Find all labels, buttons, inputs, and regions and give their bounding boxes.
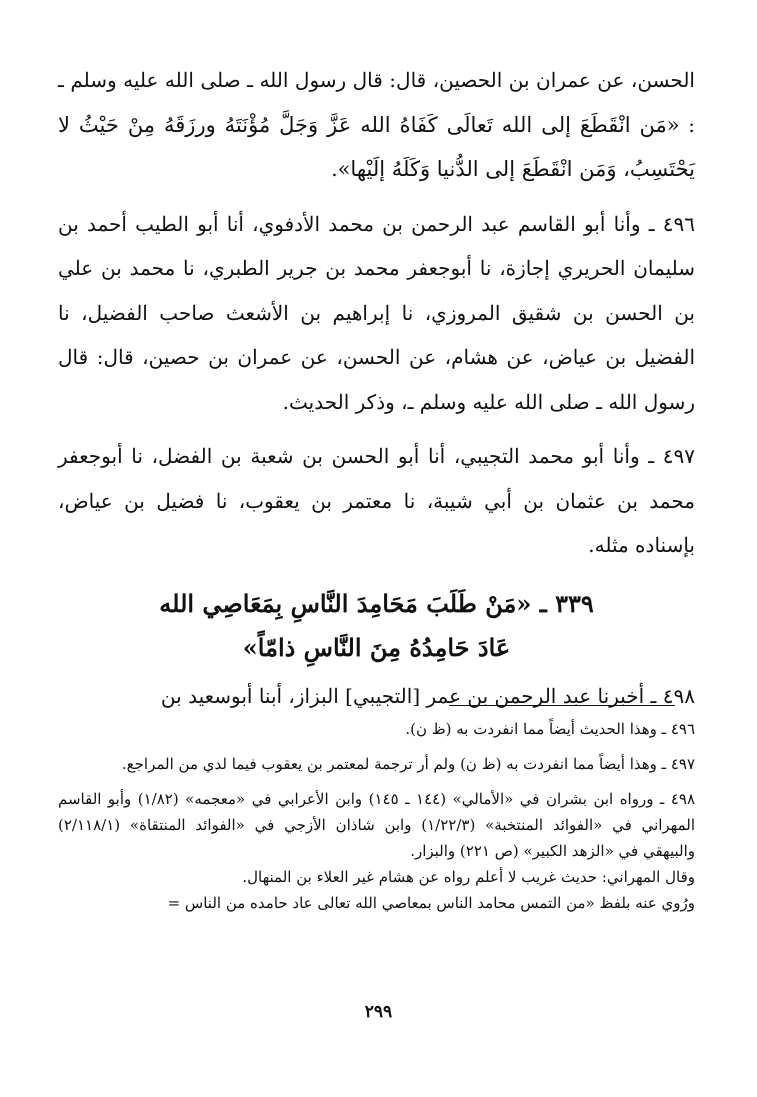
heading-line-2: عَادَ حَامِدُهُ مِنَ النَّاسِ ذامّاً»	[242, 632, 511, 662]
hadith-quote: «مَن انْقَطَعَ إلى الله تَعالَى كَفَاهُ الله عَزَّ وَجَلَّ مُؤْنَتَهُ ورزَقَهُ مِنْ حَيْثُ لا يَحْتَسِبُ، وَمَن انْقَطَعَ إلى الدُّنيا وَكَلَهُ إلَيْها»	[58, 112, 695, 181]
footnote-497: ٤٩٧ ـ وهذا أيضاً مما انفردت به (ظ ن) ولم أر ترجمة لمعتمر بن يعقوب فيما لدي من المراجع.	[121, 755, 695, 773]
footnote-separator	[449, 705, 675, 706]
heading-line-1: ٣٣٩ ـ «مَنْ طَلَبَ مَحَامِدَ النَّاسِ بِمَعَاصِي الله	[159, 588, 594, 618]
paragraph-497: ٤٩٧ ـ وأنا أبو محمد التجيبي، أنا أبو الحسن بن شعبة بن الفضل، نا أبوجعفر محمد بن عثمان بن أبي شيبة، نا معتمر بن يعقوب، نا فضيل بن عياض، بإسناده مثله.	[58, 444, 695, 557]
footnotes	[58, 716, 695, 916]
hadith-heading-339	[58, 582, 695, 670]
paragraph-496: ٤٩٦ ـ وأنا أبو القاسم عبد الرحمن بن محمد الأدفوي، أنا أبو الطيب أحمد بن سليمان الحريري إجازة، نا أبوجعفر محمد بن جرير الطبري، نا محمد بن علي بن الحسن بن شقيق المروزي، نا إبراهيم بن الأشعث صاحب الفضيل، نا الفضيل بن عياض، عن هشام، عن الحسن، عن عمران بن حصين، قال: قال رسول الله ـ صلى الله عليه وسلم ـ، وذكر الحديث.	[58, 211, 695, 414]
footnote-498: ٤٩٨ ـ ورواه ابن بشران في «الأمالي» (١٤٤ ـ ١٤٥) وابن الأعرابي في «معجمه» (١/٨٢) وأبو القاسم المهراني في «الفوائد المنتخبة» (١/٢٢/٣) وابن شاذان الأزجي في «الفوائد المنتقاة» (٢/١١٨/١) والبيهقي في «الزهد الكبير» (ص ٢٢١) والبزار.	[58, 790, 696, 860]
period: .	[331, 157, 338, 181]
paragraph-498: ٤٩٨ ـ أخبرنا عبد الرحمن بن عمر [التجيبي] البزاز، أبنا أبوسعيد بن	[160, 683, 695, 708]
narration-text: الحسن، عن عمران بن الحصين، قال: قال رسول الله ـ صلى الله عليه وسلم ـ :	[58, 68, 695, 137]
footnote-498-comment: وقال المهراني: حديث غريب لا أعلم رواه عن هشام غير العلاء بن المنهال.	[242, 868, 695, 886]
main-text	[58, 58, 695, 718]
footnote-498-variant: ورُوي عنه بلفظ «من التمس محامد الناس بمعاصي الله تعالى عاد حامده من الناس =	[167, 894, 695, 912]
footnote-496: ٤٩٦ ـ وهذا الحديث أيضاً مما انفردت به (ظ ن).	[405, 720, 695, 738]
paragraph-hadith-continuation	[58, 58, 695, 192]
page-number: ٢٩٩	[364, 1002, 393, 1022]
